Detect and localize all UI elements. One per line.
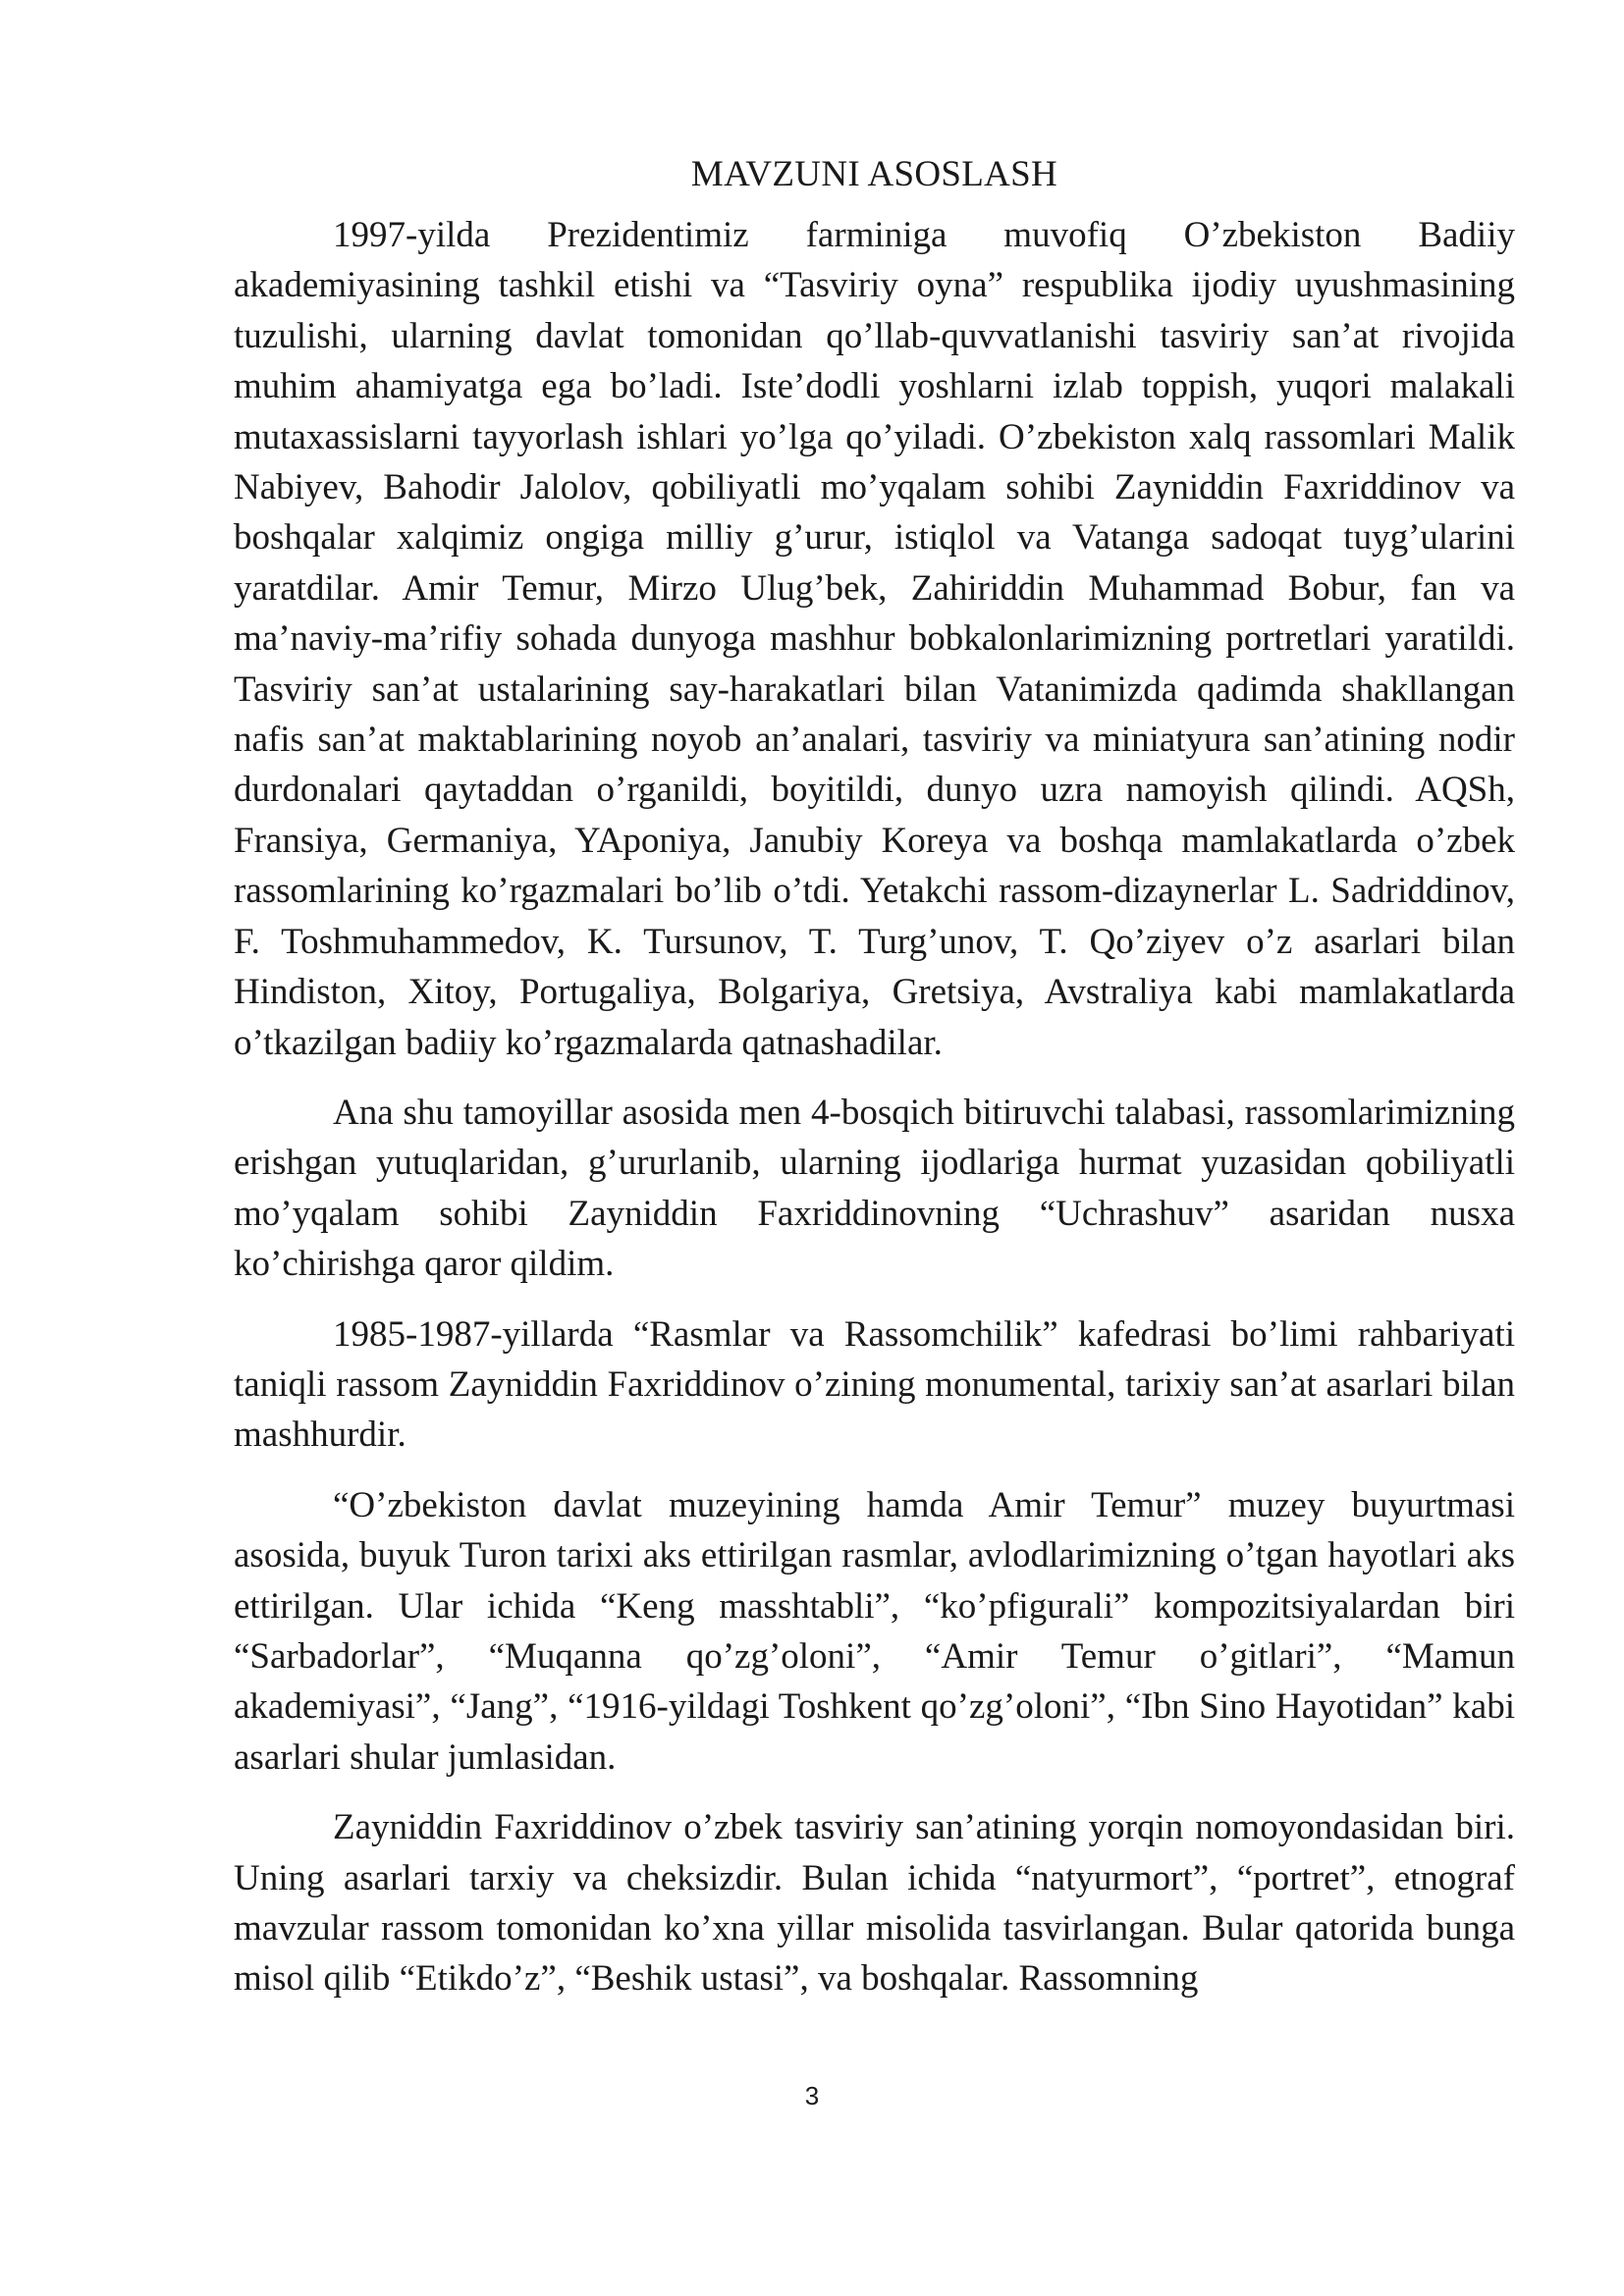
paragraph-2: Ana shu tamoyillar asosida men 4-bosqich bitiruvchi talabasi, rassomlarimizning erishgan yutuqlaridan, g’ururlanib, ularning ijodlariga hurmat yuzasidan qobiliyatli mo’yqalam sohibi Zayniddin Faxriddinovning “Uchrashuv” asaridan nusxa ko’chirishga qaror qildim. (234, 1092, 1515, 1285)
paragraph-5: Zayniddin Faxriddinov o’zbek tasviriy san’atining yorqin nomoyondasidan biri. Uning asarlari tarxiy va cheksizdir. Bulan ichida “natyurmort”, “portret”, etnograf mavzular rassom tomonidan ko’xna yillar misolida tasvirlangan. Bular qatorida bunga misol qilib “Etikdo’z”, “Beshik ustasi”, va boshqalar. Rassomning (234, 1807, 1515, 2000)
document-body (234, 149, 1515, 2004)
page-number: 3 (804, 2081, 820, 2110)
paragraph-1: 1997-yilda Prezidentimiz farminiga muvofiq O’zbekiston Badiiy akademiyasining tashkil etishi va “Tasviriy oyna” respublika ijodiy uyushmasining tuzulishi, ularning davlat tomonidan qo’llab-quvvatlanishi tasviriy san’at rivojida muhim ahamiyatga ega bo’ladi. Iste’dodli yoshlarni izlab toppish, yuqori malakali mutaxassislarni tayyorlash ishlari yo’lga qo’yiladi. O’zbekiston xalq rassomlari Malik Nabiyev, Bahodir Jalolov, qobiliyatli mo’yqalam sohibi Zayniddin Faxriddinov va boshqalar xalqimiz ongiga milliy g’urur, istiqlol va Vatanga sadoqat tuyg’ularini yaratdilar. Amir Temur, Mirzo Ulug’bek, Zahiriddin Muhammad Bobur, fan va ma’naviy-ma’rifiy sohada dunyoga mashhur bobkalonlarimizning portretlari yaratildi. Tasviriy san’at ustalarining say-harakatlari bilan Vatanimizda qadimda shakllangan nafis san’at maktablarining noyob an’analari, tasviriy va miniatyura san’atining nodir durdonalari qaytaddan o’rganildi, boyitildi, dunyo uzra namoyish qilindi. AQSh, Fransiya, Germaniya, YAponiya, Janubiy Koreya va boshqa mamlakatlarda o’zbek rassomlarining ko’rgazmalari bo’lib o’tdi. Yetakchi rassom-dizaynerlar L. Sadriddinov, F. Toshmuhammedov, K. Tursunov, T. Turg’unov, T. Qo’ziyev o’z asarlari bilan Hindiston, Xitoy, Portugaliya, Bolgariya, Gretsiya, Avstraliya kabi mamlakatlarda o’tkazilgan badiiy ko’rgazmalarda qatnashadilar. (234, 215, 1515, 1063)
paragraph-3: 1985-1987-yillarda “Rasmlar va Rassomchilik” kafedrasi bo’limi rahbariyati taniqli rassom Zayniddin Faxriddinov o’zining monumental, tarixiy san’at asarlari bilan mashhurdir. (234, 1313, 1515, 1456)
page-title: MAVZUNI ASOSLASH (690, 154, 1058, 194)
paragraph-4: “O’zbekiston davlat muzeyining hamda Amir Temur” muzey buyurtmasi asosida, buyuk Turon tarixi aks ettirilgan rasmlar, avlodlarimizning o’tgan hayotlari aks ettirilgan. Ular ichida “Keng masshtabli”, “ko’pfigurali” kompozitsiyalardan biri “Sarbadorlar”, “Muqanna qo’zg’oloni”, “Amir Temur o’gitlari”, “Mamun akademiyasi”, “Jang”, “1916-yildagi Toshkent qo’zg’oloni”, “Ibn Sino Hayotidan” kabi asarlari shular jumlasidan. (234, 1484, 1515, 1778)
